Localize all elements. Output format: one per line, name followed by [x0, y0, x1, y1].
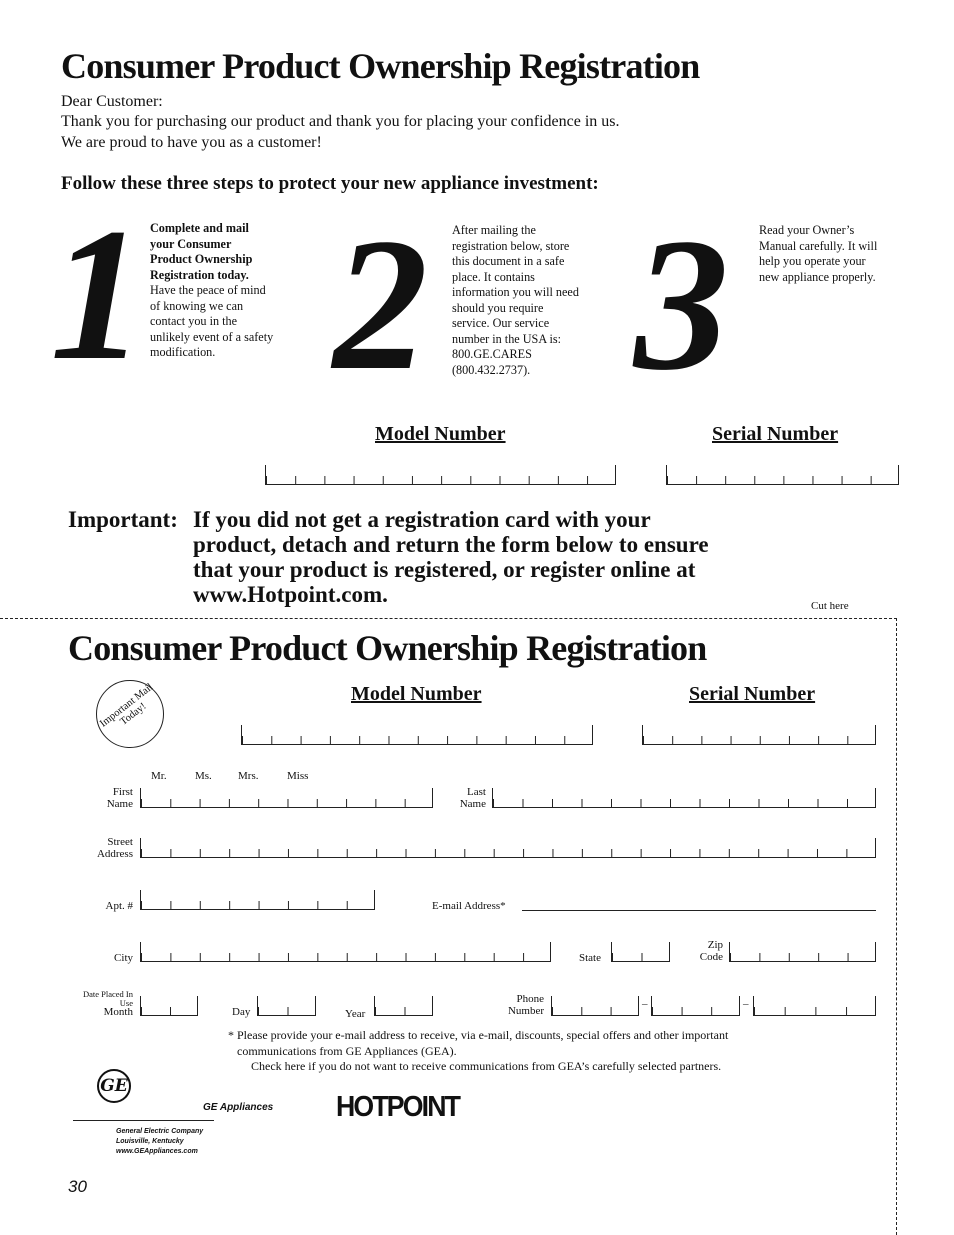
city-label: City [114, 952, 133, 964]
month-label: Month [103, 1006, 133, 1018]
date-placed-label: Date Placed In Use [82, 989, 133, 1008]
year-label: Year [345, 1008, 366, 1020]
important-text: If you did not get a registration card with your product, detach and return the form below to ensure that your product is registered, or register online at www.Hotpoint.com. [193, 507, 709, 607]
thanks-line-1: Thank you for purchasing our product and thank you for placing your confidence in us. [61, 113, 620, 130]
phone-prefix-field[interactable] [651, 996, 740, 1016]
last-name-field[interactable] [492, 788, 876, 808]
day-label: Day [232, 1006, 251, 1018]
form-serial-number-field[interactable] [642, 725, 876, 745]
hotpoint-logo: HOTPOINT [336, 1091, 460, 1123]
apt-label: Apt. # [105, 900, 133, 912]
title-miss[interactable]: Miss [287, 770, 309, 782]
first-name-field[interactable] [140, 788, 433, 808]
title-ms[interactable]: Ms. [195, 770, 212, 782]
opt-out-checkbox[interactable] [237, 1061, 248, 1070]
stamp-text: Important Mail Today! [98, 681, 156, 730]
month-field[interactable] [140, 996, 198, 1016]
footer-rule [73, 1120, 214, 1121]
phone-area-field[interactable] [551, 996, 639, 1016]
phone-number-label: Phone Number [507, 993, 544, 1017]
form-title: Consumer Product Ownership Registration [68, 628, 707, 668]
state-field[interactable] [611, 942, 670, 962]
cut-here-label: Cut here [811, 600, 849, 612]
step-1-bold: Complete and mail your Consumer Product Ownership Registration today. [150, 221, 253, 282]
title-mrs[interactable]: Mrs. [238, 770, 259, 782]
title-mr[interactable]: Mr. [151, 770, 167, 782]
step-2-number: 2 [333, 200, 422, 410]
street-address-label: Street Address [96, 836, 133, 860]
state-label: State [579, 952, 601, 964]
step-3-number: 3 [634, 200, 723, 410]
form-serial-number-label: Serial Number [689, 683, 816, 705]
page-title: Consumer Product Ownership Registration [61, 46, 700, 86]
cut-line-horizontal [0, 618, 897, 619]
company-name: General Electric Company [116, 1128, 204, 1135]
step-1-number: 1 [50, 190, 139, 400]
steps-heading: Follow these three steps to protect your new appliance investment: [61, 173, 599, 194]
model-number-label: Model Number [375, 423, 506, 445]
step-1-body: Have the peace of mind of knowing we can contact you in the unlikely event of a safety modification. [150, 283, 274, 359]
model-number-field[interactable] [265, 465, 616, 485]
greeting: Dear Customer: [61, 93, 163, 110]
last-name-label: Last Name [459, 786, 486, 810]
email-label: E-mail Address* [432, 900, 506, 912]
step-2-text: After mailing the registration below, store this document in a safe place. It contains information you will need should you require service. Our service number in the USA is: 800.GE.CARES (800.432.2737). [452, 223, 579, 377]
thanks-line-2: We are proud to have you as a customer! [61, 134, 322, 151]
company-web: www.GEAppliances.com [116, 1148, 198, 1155]
important-label: Important: [68, 507, 178, 532]
phone-dash-2: – [743, 998, 749, 1010]
step-3-text: Read your Owner’s Manual carefully. It will help you operate your new appliance properly. [759, 223, 878, 284]
day-field[interactable] [257, 996, 316, 1016]
street-address-field[interactable] [140, 838, 876, 858]
phone-line-field[interactable] [753, 996, 876, 1016]
opt-out-text: Check here if you do not want to receive communications from GEA’s carefully selected partners. [251, 1059, 722, 1073]
phone-dash-1: – [642, 998, 648, 1010]
footnote-line-2: communications from GE Appliances (GEA). [237, 1044, 457, 1058]
serial-number-label: Serial Number [712, 423, 839, 445]
city-field[interactable] [140, 942, 551, 962]
ge-appliances-label: GE Appliances [203, 1102, 274, 1113]
ge-logo-icon: GE [97, 1069, 131, 1103]
mail-today-stamp [96, 680, 164, 748]
footnote-line-1: * Please provide your e-mail address to receive, via e-mail, discounts, special offers and other important [228, 1028, 729, 1042]
form-model-number-label: Model Number [351, 683, 482, 705]
page-number: 30 [68, 1177, 87, 1196]
email-field[interactable] [522, 910, 876, 911]
zip-code-field[interactable] [729, 942, 876, 962]
cut-line-vertical [896, 618, 897, 1235]
year-field[interactable] [374, 996, 433, 1016]
form-model-number-field[interactable] [241, 725, 593, 745]
zip-code-label: Zip Code [699, 939, 723, 963]
serial-number-field[interactable] [666, 465, 899, 485]
step-1-text [150, 221, 275, 361]
first-name-label: First Name [106, 786, 133, 810]
apt-field[interactable] [140, 890, 375, 910]
company-city: Louisville, Kentucky [116, 1138, 184, 1145]
